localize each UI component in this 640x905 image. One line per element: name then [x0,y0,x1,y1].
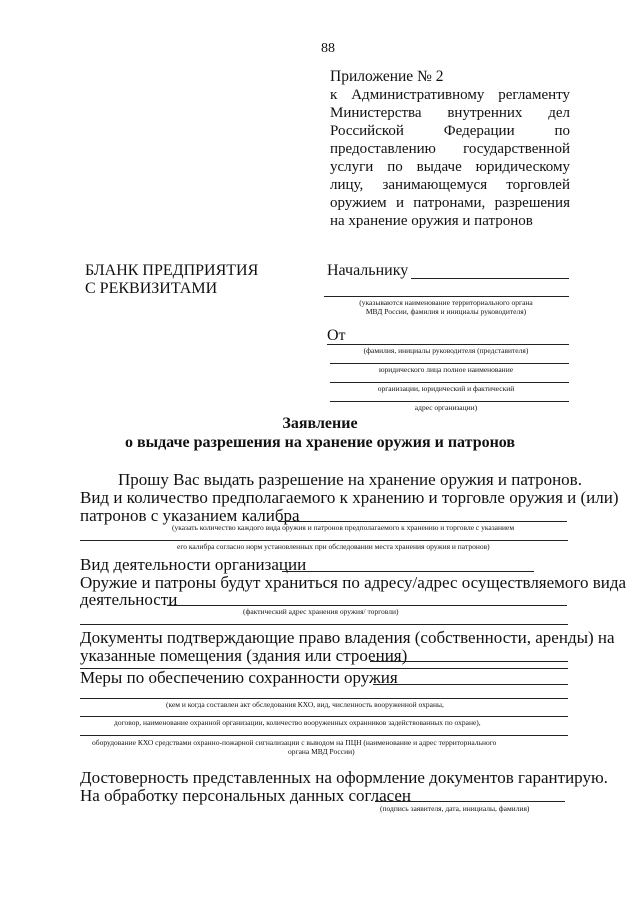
appendix-line: Российской Федерации по [330,123,570,139]
guarantee-text: Достоверность представленных на оформление документов гарантирую. [80,768,608,787]
page-number: 88 [321,41,335,56]
kind-hint-1: (указать количество каждого вида оружия и патронов предполагаемого к хранению и торговле с указанием [172,523,515,532]
letterhead-line: С РЕКВИЗИТАМИ [85,280,218,297]
appendix-line: Министерства внутренних дел [330,105,570,121]
kind-text-1: Вид и количество предполагаемого к хранению и торговле оружия и (или) [80,488,619,507]
request-text: Прошу Вас выдать разрешение на хранение оружия и патронов. [118,470,582,489]
documents-field[interactable] [370,661,568,662]
from-hint-4: адрес организации) [414,403,478,412]
storage-hint: (фактический адрес хранения оружия/ торговли) [243,607,399,616]
storage-address-field[interactable] [167,605,567,606]
measures-hint-2: договор, наименование охранной организации, количество вооруженных охранников задействованных по охране), [114,718,481,727]
kind-text-2: патронов с указанием калибра [80,506,300,525]
appendix-line: предоставлению государственной [330,141,570,157]
consent-text: На обработку персональных данных согласен [80,786,412,805]
measures-hint-4: органа МВД России) [288,747,355,756]
from-hint-2: юридического лица полное наименование [378,365,514,374]
appendix-line: к Административному регламенту [330,87,570,103]
to-name-field-continued[interactable] [324,296,569,297]
signature-field[interactable] [375,801,565,802]
to-name-field[interactable] [411,278,569,279]
kind-hint-2: его калибра согласно норм установленных при обследовании места хранения оружия и патронов) [177,542,490,551]
appendix-line: услуги по выдаче юридическому [330,159,570,175]
docs-text-2: указанные помещения (здания или строения) [80,646,408,665]
measures-field-4[interactable] [80,735,568,736]
from-hint-1: (фамилия, инициалы руководителя (представителя) [363,346,529,355]
from-org-field-2[interactable] [330,382,569,383]
storage-text-1: Оружие и патроны будут храниться по адресу/адрес осуществляемого вида [80,573,627,592]
to-hint-line: МВД России, фамилия и инициалы руководителя) [365,307,527,316]
to-hint-line: (указываются наименование территориального органа [359,298,533,307]
appendix-title: Приложение № 2 [330,68,444,85]
to-label: Начальнику [327,262,409,279]
from-org-field[interactable] [330,363,569,364]
measures-label: Меры по обеспечению сохранности оружия [80,668,398,687]
from-hint-3: организации, юридический и фактический [377,384,515,393]
activity-field[interactable] [282,571,534,572]
letterhead-line: БЛАНК ПРЕДПРИЯТИЯ [85,262,259,279]
appendix-block [330,68,570,230]
document-subtitle: о выдаче разрешения на хранение оружия и патронов [124,434,516,451]
measures-field-3[interactable] [80,716,568,717]
activity-label: Вид деятельности организации [80,555,307,574]
measures-hint-1: (кем и когда составлен акт обследования КХО, вид, численность вооруженной охраны, [166,700,444,709]
caliber-field[interactable] [278,521,567,522]
letterhead-block [85,262,258,298]
signature-hint: (подпись заявителя, дата, инициалы, фамилия) [380,804,530,813]
from-address-field[interactable] [330,401,569,402]
caliber-field-continued[interactable] [80,540,568,541]
measures-field[interactable] [373,684,568,685]
appendix-line: лицу, занимающемуся торговлей [330,177,570,193]
appendix-line: оружием и патронами, разрешения [330,195,570,211]
from-label: От [327,327,346,344]
to-hint [330,298,562,316]
appendix-line: на хранение оружия и патронов [330,213,533,229]
storage-address-field-continued[interactable] [80,624,568,625]
storage-text-2: деятельности [80,590,178,609]
docs-text-1: Документы подтверждающие право владения (собственности, аренды) на [80,628,615,647]
measures-hint-3: оборудование КХО средствами охранно-пожарной сигнализации с выводом на ПЦН (наименование и адрес территориального [92,738,497,747]
from-name-field[interactable] [327,344,569,345]
measures-field-2[interactable] [80,698,568,699]
document-title: Заявление [282,415,358,432]
